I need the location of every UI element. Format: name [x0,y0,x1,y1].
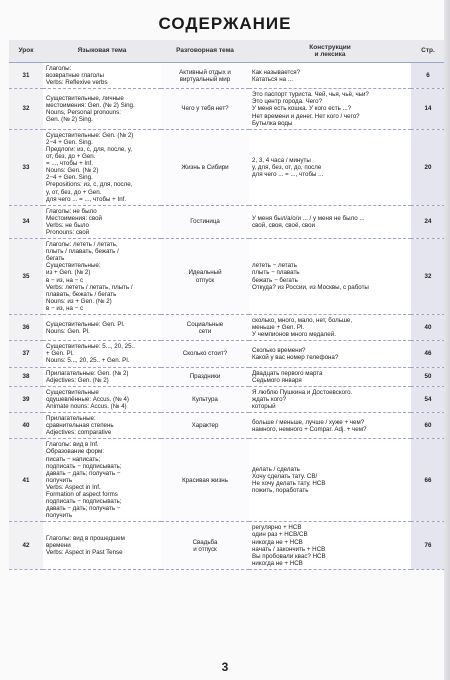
language-topic-line: бегать [46,255,65,263]
language-topic-line: плыть / плавать, бежать / [46,248,119,256]
language-topic-line: Nouns: 5..., 20, 25.. + Gen. Pl. [46,357,130,365]
conversation-topic-line: сети [198,327,212,335]
constructions-cell [249,205,411,238]
constructions-line: Я люблю Пушкина и Достоевского. [252,388,353,396]
language-topic-cell [43,89,161,129]
header-constructions [249,40,411,63]
constructions-line: начать / закончить + НСВ [252,545,326,553]
page-number: 3 [221,660,229,674]
language-topic-cell [43,413,161,439]
language-topic-line: 2−4 + Gen. Sing. [46,138,93,146]
constructions-cell [249,386,411,412]
conversation-topic-line: Активный отдых и [179,68,231,76]
language-topic-line: для чего ... = ..., чтобы + Inf. [46,195,127,203]
page-ref: 32 [411,239,445,315]
header-language-topic: Языковая тема [43,40,161,63]
language-topic-line: получить [46,512,73,520]
language-topic-line: Глаголы: не было [46,207,97,215]
language-topic-line: Nouns, Personal pronouns: [46,109,121,117]
language-topic-line: одушевлённые: Accus. (№ 4) [46,395,129,403]
page-ref: 50 [411,367,445,386]
page-ref: 46 [411,341,445,367]
language-topic-line: Предлоги: из, с, для, после, у, [46,145,132,153]
language-topic-line: Образование форм: [46,448,105,456]
constructions-line: Нет времени и денег. Нет кого / чего? [252,112,360,120]
language-topic-cell [43,205,161,238]
constructions-line: который [252,402,276,410]
page-ref: 76 [411,522,445,570]
constructions-line: Это центр города. Чего? [252,98,323,106]
language-topic-line: подписать − подписывать; [46,498,122,506]
constructions-cell [249,367,411,386]
conversation-topic-line: Сколько стоит? [182,350,228,358]
constructions-cell [249,315,411,341]
table-row [9,205,445,238]
lesson-number: 39 [9,386,43,412]
constructions-line: больше / меньше, лучше / хуже + чем? [252,418,365,426]
conversation-topic-cell [161,522,249,570]
constructions-cell [249,439,411,522]
language-topic-line: Animate nouns: Accus. (№ 4) [46,402,127,410]
language-topic-cell [43,522,161,570]
language-topic-line: Существительные [46,388,99,396]
language-topic-line: 2−4 + Gen. Sing. [46,174,93,182]
language-topic-line: Nouns: Gen. (№ 2) [46,167,99,175]
lesson-number: 33 [9,129,43,205]
language-topic-line: Verbs: не было [46,221,89,229]
conversation-topic-line: Жизнь в Сибири [181,163,229,171]
conversation-topic-line: виртуальный мир [179,75,231,83]
conversation-topic-line: отпуск [195,276,215,284]
language-topic-line: местоимения: Gen. (№ 2) Sing. [46,101,135,109]
table-row [9,439,445,522]
constructions-line: Седьмого января [252,376,302,384]
constructions-cell [249,341,411,367]
table-row [9,413,445,439]
language-topic-line: Глаголы: вид в Inf. [46,441,99,449]
constructions-line: бежать − бегать [252,276,298,284]
lesson-number: 36 [9,315,43,341]
language-topic-line: сравнительная степень [46,422,114,430]
constructions-line: лететь − летать [252,262,297,270]
page-ref: 6 [411,63,445,89]
header-conversation-topic: Разговорная тема [161,40,249,63]
page-edge-shadow [444,0,450,680]
constructions-line: Двадцать первого марта [252,369,323,377]
language-topic-line: Verbs: Aspect in Past Tense [46,549,123,557]
language-topic-line: давать − дать; получать − [46,469,121,477]
table-row [9,386,445,412]
language-topic-line: Глаголы: лететь / летать, [46,241,118,249]
conversation-topic-line: Идеальный [188,269,222,277]
conversation-topic-line: Характер [191,422,219,430]
lesson-number: 42 [9,522,43,570]
constructions-line: Кататься на ... [252,75,293,83]
language-topic-line: писать − написать; [46,455,101,463]
language-topic-line: Adjectives: Gen. (№ 2) [46,376,109,384]
table-header-row [9,40,445,63]
table-row [9,89,445,129]
constructions-line: Не хочу делать тату. НСВ [252,480,326,488]
language-topic-cell [43,239,161,315]
conversation-topic-cell [161,386,249,412]
language-topic-line: Прилагательные: [46,415,96,423]
conversation-topic-cell [161,341,249,367]
constructions-line: У чемпионов много медалей. [252,331,336,339]
page-ref: 24 [411,205,445,238]
table-row [9,239,445,315]
language-topic-line: времени [46,542,71,550]
table-row [9,522,445,570]
table-row [9,367,445,386]
language-topic-cell [43,63,161,89]
language-topic-line: + Gen. Pl. [46,350,74,358]
conversation-topic-line: и отпуск [193,545,217,553]
language-topic-cell [43,367,161,386]
language-topic-line: Прилагательные: Gen. (№ 2) [46,369,129,377]
lesson-number: 41 [9,439,43,522]
language-topic-line: подписать − подписывать; [46,462,122,470]
page-ref: 14 [411,89,445,129]
lesson-number: 37 [9,341,43,367]
table-row [9,63,445,89]
conversation-topic-cell [161,439,249,522]
language-topic-line: Adjectives: comparative [46,429,112,437]
constructions-line: пожить, поработать [252,487,309,495]
page-ref: 66 [411,439,445,522]
constructions-line: для чего ... = ..., чтобы ... [252,170,324,178]
constructions-line: Откуда? из России, из Москвы, с работы [252,283,369,291]
language-topic-line: Prepositions: из, с, для, после, [46,181,133,189]
lesson-number: 35 [9,239,43,315]
constructions-line: Бутылка воды [252,119,293,127]
table-row [9,315,445,341]
language-topic-line: получить [46,476,73,484]
table-row [9,129,445,205]
table-row [9,341,445,367]
conversation-topic-cell [161,89,249,129]
lesson-number: 38 [9,367,43,386]
header-constructions-line: и лексика [314,51,346,58]
conversation-topic-cell [161,129,249,205]
constructions-line: никогда не + НСВ [252,559,303,567]
conversation-topic-cell [161,367,249,386]
language-topic-line: = ..., чтобы + Inf. [46,160,93,168]
page-title: СОДЕРЖАНИЕ [158,14,292,33]
constructions-line: Вы пробовали квас? НСВ [252,552,326,560]
constructions-line: свой, своя, своё, свои [252,221,316,229]
constructions-line: один раз + НСВ/СВ [252,531,308,539]
constructions-line: намного, немного + Compar. Adj. + чем? [252,425,367,433]
constructions-cell [249,522,411,570]
language-topic-line: возвратные глаголы [46,72,104,80]
constructions-line: ждать кого? [252,395,287,403]
conversation-topic-line: Красивая жизнь [182,476,228,484]
constructions-line: меньше + Gen. Pl. [252,324,305,332]
conversation-topic-line: Чего у тебя нет? [181,105,229,113]
conversation-topic-line: Гостиница [190,218,220,226]
constructions-line: Как называется? [252,68,301,76]
header-page: Стр. [411,40,445,63]
constructions-cell [249,63,411,89]
contents-table [9,40,445,570]
language-topic-cell [43,439,161,522]
constructions-line: у, для, без, от, до, после [252,163,322,171]
constructions-line: никогда не + НСВ [252,538,303,546]
language-topic-cell [43,341,161,367]
language-topic-line: от, без, до + Gen. [46,153,96,161]
conversation-topic-line: Культура [192,395,218,403]
page-ref: 40 [411,315,445,341]
page-ref: 60 [411,413,445,439]
constructions-line: Хочу сделать тату. СВ/ [252,473,318,481]
conversation-topic-line: Социальные [186,320,224,328]
language-topic-line: Formation of aspect forms [46,490,118,498]
constructions-line: плыть − плавать [252,269,300,277]
language-topic-line: Глаголы: [46,65,72,72]
constructions-cell [249,129,411,205]
language-topic-line: Глаголы: вид в прошедшем [46,534,125,542]
page-ref: 54 [411,386,445,412]
language-topic-line: Verbs: лететь / летать, плыть / [46,283,133,291]
constructions-cell [249,239,411,315]
language-topic-line: Nouns: из + Gen. (№ 2) [46,297,112,305]
conversation-topic-line: Свадьба [192,538,218,546]
language-topic-line: Pronouns: свой [46,228,90,236]
language-topic-line: в − из, на − с [46,276,84,284]
language-topic-line: в − из, на − с [46,304,84,312]
conversation-topic-cell [161,413,249,439]
constructions-line: Сколько времени? [252,346,306,354]
constructions-line: Это паспорт туриста. Чей, чья, чьё, чьи? [252,91,369,99]
language-topic-line: Существительные, личные [46,94,124,102]
language-topic-line: из + Gen. (№ 2) [46,269,91,277]
language-topic-line: Существительные: Gen. Pl. [46,320,125,328]
language-topic-line: Nouns: Gen. Pl. [46,327,90,335]
language-topic-line: Verbs: Reflexive verbs [46,79,108,87]
language-topic-cell [43,315,161,341]
constructions-line: регулярно + НСВ [252,524,302,532]
lesson-number: 32 [9,89,43,129]
language-topic-cell [43,129,161,205]
header-lesson: Урок [9,40,43,63]
constructions-cell [249,413,411,439]
constructions-line: делать / сделать [252,466,300,474]
language-topic-line: Существительные: Gen. (№ 2) [46,131,134,139]
contents-body [9,63,445,570]
header-constructions-line: Конструкции [309,43,351,51]
lesson-number: 34 [9,205,43,238]
lesson-number: 40 [9,413,43,439]
language-topic-line: плавать, бежать / бегать [46,290,117,298]
conversation-topic-cell [161,63,249,89]
constructions-line: У меня есть кошка. У кого есть ...? [252,105,352,113]
language-topic-line: Gen. (№ 2) Sing. [46,116,93,124]
language-topic-line: Существительные: [46,262,101,270]
constructions-line: У меня был/а/о/и ... / у меня не было ... [252,214,365,222]
language-topic-line: давать − дать; получать − [46,505,121,513]
language-topic-line: Существительные: 5..., 20, 25.. [46,343,135,351]
constructions-cell [249,89,411,129]
conversation-topic-cell [161,239,249,315]
constructions-line: сколько, много, мало, нет, больше, [252,317,353,324]
conversation-topic-cell [161,315,249,341]
constructions-line: 2, 3, 4 часа / минуты [252,156,311,164]
conversation-topic-cell [161,205,249,238]
language-topic-cell [43,386,161,412]
lesson-number: 31 [9,63,43,89]
conversation-topic-line: Праздники [189,373,221,381]
page-ref: 20 [411,129,445,205]
language-topic-line: у, от, без, до + Gen. [46,188,102,196]
language-topic-line: Verbs: Aspect in Inf. [46,483,101,491]
constructions-line: Какой у вас номер телефона? [252,353,339,361]
language-topic-line: Местоимения: свой [46,214,102,222]
